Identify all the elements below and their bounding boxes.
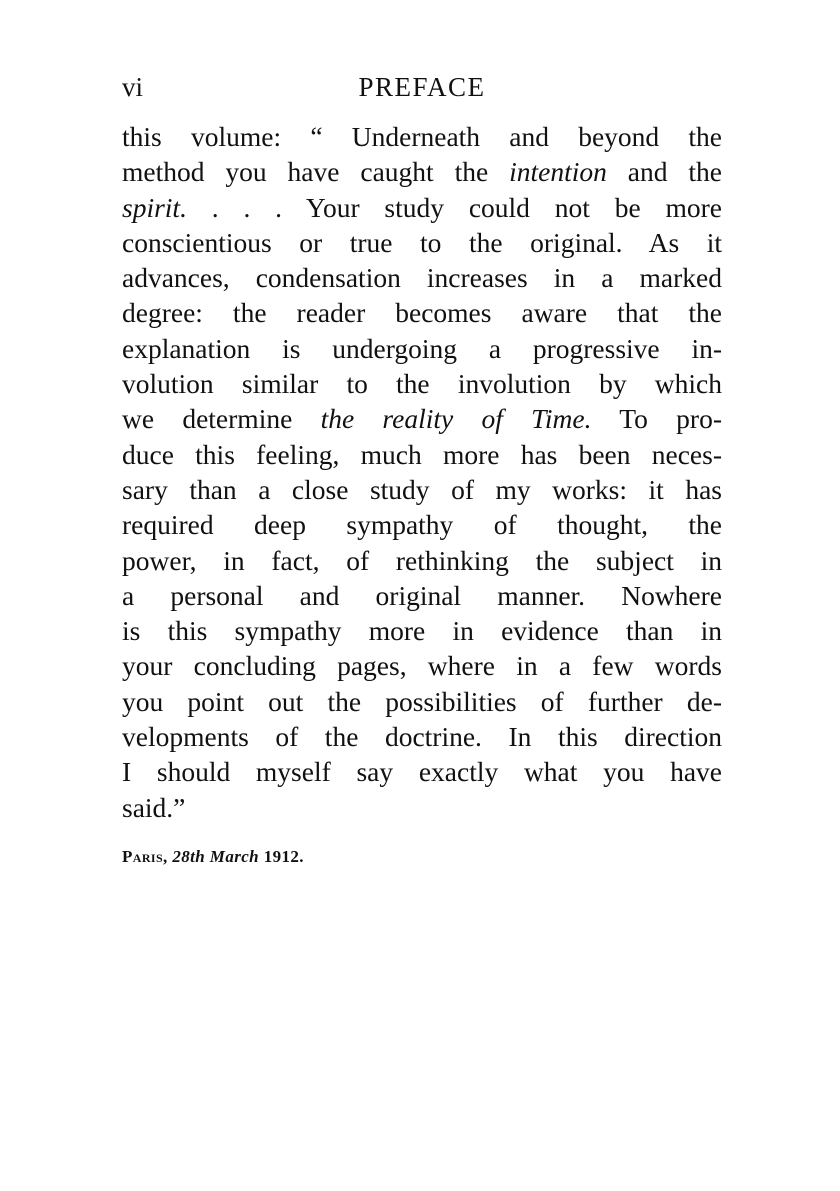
text-line xyxy=(122,154,722,189)
text-segment: we determine xyxy=(122,403,321,435)
text-line xyxy=(122,119,722,154)
text-line xyxy=(122,754,722,789)
text-line xyxy=(122,719,722,754)
text-line xyxy=(122,648,722,683)
text-segment: degree: the reader becomes aware that the xyxy=(122,297,722,329)
text-segment: conscientious or true to the original. As it xyxy=(122,226,722,258)
text-segment: is this sympathy more in evidence than in xyxy=(122,615,722,647)
text-segment: duce this feeling, much more has been neces- xyxy=(122,438,722,470)
text-segment: volution similar to the involution by which xyxy=(122,368,722,400)
text-segment: To pro- xyxy=(591,403,722,435)
signoff-year: 1912. xyxy=(263,847,304,866)
text-line xyxy=(122,366,722,401)
signoff-date: 28th March xyxy=(172,847,260,866)
text-line xyxy=(122,507,722,542)
text-segment: you point out the possibilities of further de- xyxy=(122,685,722,717)
text-segment: power, in fact, of rethinking the subject in xyxy=(122,544,722,576)
signoff xyxy=(122,846,304,868)
text-segment: velopments of the doctrine. In this direction xyxy=(122,721,722,753)
text-segment: advances, condensation increases in a marked xyxy=(122,262,722,294)
text-line xyxy=(122,578,722,613)
text-line xyxy=(122,790,722,825)
running-head xyxy=(122,70,722,104)
text-segment: I should myself say exactly what you have xyxy=(122,756,722,788)
signoff-place: Paris, xyxy=(122,847,168,866)
text-segment: sary than a close study of my works: it has xyxy=(122,473,722,505)
text-line xyxy=(122,437,722,472)
text-segment: your concluding pages, where in a few words xyxy=(122,650,722,682)
text-line xyxy=(122,613,722,648)
body-text xyxy=(122,119,722,825)
text-line xyxy=(122,684,722,719)
text-segment: a personal and original manner. Nowhere xyxy=(122,579,722,611)
text-line xyxy=(122,331,722,366)
text-line xyxy=(122,260,722,295)
text-line xyxy=(122,295,722,330)
text-line xyxy=(122,190,722,225)
page-number: vi xyxy=(122,72,144,102)
text-line xyxy=(122,543,722,578)
text-segment: said.” xyxy=(122,791,186,823)
italic-text: spirit. xyxy=(122,191,187,223)
text-segment: explanation is undergoing a progressive in- xyxy=(122,332,722,364)
text-line xyxy=(122,472,722,507)
text-segment: . . . Your study could not be more xyxy=(186,191,722,223)
text-segment: method you have caught the xyxy=(122,156,510,188)
italic-text: intention xyxy=(509,156,607,188)
text-line xyxy=(122,225,722,260)
text-segment: this volume: “ Underneath and beyond the xyxy=(122,121,722,152)
running-title: PREFACE xyxy=(358,72,486,102)
italic-text: the reality of Time. xyxy=(320,403,592,435)
text-segment: required deep sympathy of thought, the xyxy=(122,509,722,541)
text-line xyxy=(122,401,722,436)
text-segment: and the xyxy=(606,156,722,188)
